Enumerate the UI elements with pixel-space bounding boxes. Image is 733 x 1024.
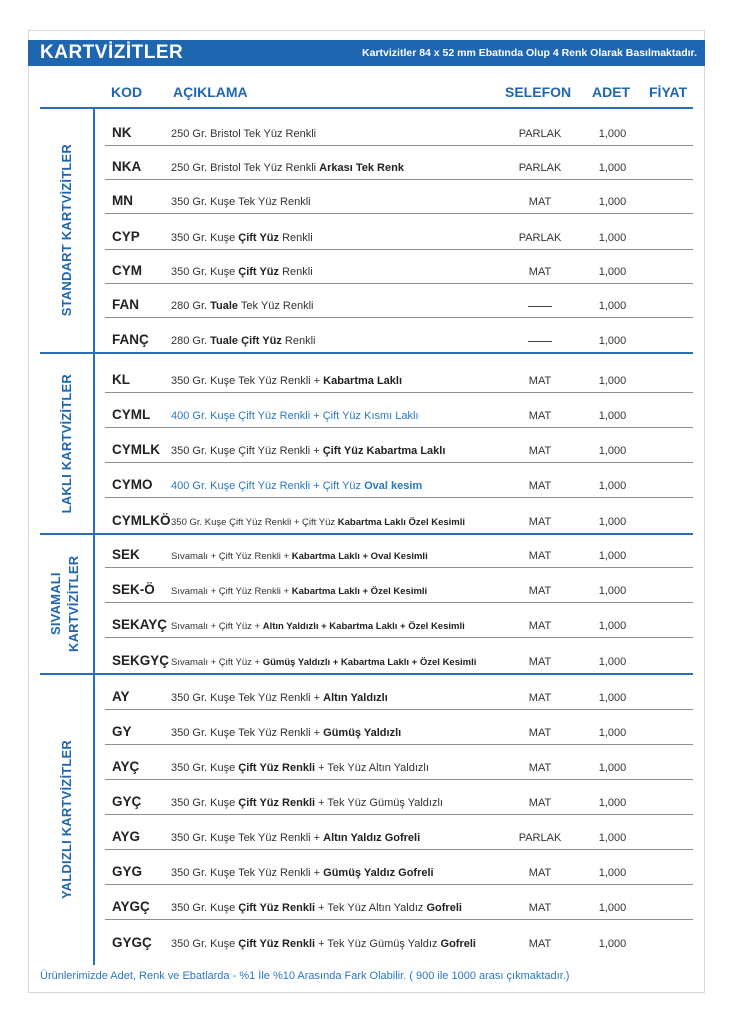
product-description: 350 Gr. Kuşe Tek Yüz Renkli + Altın Yaldızlı (171, 692, 388, 704)
table-row (105, 250, 693, 284)
table-row (105, 533, 693, 568)
selefon-value: MAT (528, 656, 552, 668)
selefon-value: MAT (528, 867, 552, 879)
quantity-value: 1,000 (598, 902, 627, 914)
product-code: GYGÇ (112, 935, 152, 950)
product-code: CYM (112, 263, 142, 278)
product-code: AYGÇ (112, 899, 150, 914)
col-header-selefon: SELEFON (505, 84, 572, 100)
selefon-value: MAT (528, 620, 552, 632)
selefon-value: MAT (528, 727, 552, 739)
product-description: 350 Gr. Kuşe Çift Yüz Renkli + Tek Yüz Gümüş Yaldız Gofreli (171, 938, 476, 950)
table-row (105, 568, 693, 603)
col-header-kod: KOD (111, 84, 143, 100)
product-code: CYMLK (112, 442, 160, 457)
product-description: 250 Gr. Bristol Tek Yüz Renkli Arkası Tek Renk (171, 162, 404, 174)
quantity-value: 1,000 (598, 480, 627, 492)
group-divider (93, 673, 95, 965)
product-description: Sıvamalı + Çift Yüz Renkli + Kabartma Laklı + Oval Kesimli (171, 551, 428, 562)
product-code: MN (112, 193, 133, 208)
product-description: 250 Gr. Bristol Tek Yüz Renkli (171, 128, 317, 140)
selefon-value: MAT (528, 938, 552, 950)
product-code: KL (112, 372, 130, 387)
product-description: Sıvamalı + Çift Yüz + Gümüş Yaldızlı + Kabartma Laklı + Özel Kesimli (171, 657, 477, 668)
quantity-value: 1,000 (598, 867, 627, 879)
product-description: 350 Gr. Kuşe Tek Yüz Renkli + Altın Yaldız Gofreli (171, 832, 421, 844)
quantity-value: 1,000 (598, 656, 627, 668)
product-description: 350 Gr. Kuşe Çift Yüz Renkli + Çift Yüz Kabartma Laklı Özel Kesimli (171, 517, 466, 528)
product-code: GYG (112, 864, 143, 879)
quantity-value: 1,000 (598, 762, 627, 774)
table-row (105, 673, 693, 710)
table-row (105, 112, 693, 146)
selefon-value: PARLAK (518, 832, 562, 844)
product-code: GYÇ (112, 794, 142, 809)
quantity-value: 1,000 (598, 335, 627, 347)
group-title-sivamali: SIVAMALI KARTVİZİTLER (47, 555, 81, 653)
quantity-value: 1,000 (598, 727, 627, 739)
product-code: GY (112, 724, 132, 739)
table-row (105, 710, 693, 745)
selefon-value: MAT (528, 585, 552, 597)
group-divider (93, 352, 95, 535)
quantity-value: 1,000 (598, 585, 627, 597)
product-code: NKA (112, 159, 142, 174)
product-description: 350 Gr. Kuşe Çift Yüz Renkli (171, 266, 313, 278)
quantity-value: 1,000 (598, 516, 627, 528)
table-row (105, 920, 693, 955)
selefon-value: MAT (528, 410, 552, 422)
product-description: 350 Gr. Kuşe Tek Yüz Renkli + Gümüş Yaldız Gofreli (171, 867, 434, 879)
product-code: AY (112, 689, 130, 704)
selefon-value: MAT (528, 762, 552, 774)
product-description: 350 Gr. Kuşe Çift Yüz Renkli (171, 232, 313, 244)
selefon-value: MAT (528, 480, 552, 492)
quantity-value: 1,000 (598, 692, 627, 704)
selefon-value: MAT (528, 797, 552, 809)
table-row (105, 745, 693, 780)
selefon-value: MAT (528, 516, 552, 528)
product-description: Sıvamalı + Çift Yüz + Altın Yaldızlı + Kabartma Laklı + Özel Kesimli (171, 621, 465, 632)
table-row (105, 603, 693, 638)
product-code: CYMLKÖ (112, 513, 171, 528)
product-description: 280 Gr. Tuale Tek Yüz Renkli (171, 300, 314, 312)
selefon-value: MAT (528, 375, 552, 387)
quantity-value: 1,000 (598, 232, 627, 244)
product-description: 400 Gr. Kuşe Çift Yüz Renkli + Çift Yüz Oval kesim (171, 480, 423, 492)
product-description: 350 Gr. Kuşe Tek Yüz Renkli + Kabartma Laklı (171, 375, 403, 387)
table-row (105, 498, 693, 533)
col-header-adet: ADET (592, 84, 631, 100)
product-code: NK (112, 125, 132, 140)
product-code: AYÇ (112, 759, 140, 774)
quantity-value: 1,000 (598, 550, 627, 562)
quantity-value: 1,000 (598, 445, 627, 457)
product-description: 350 Gr. Kuşe Tek Yüz Renkli (171, 196, 311, 208)
page-title: KARTVİZİTLER (40, 42, 184, 63)
selefon-value: PARLAK (518, 232, 562, 244)
table-row (105, 180, 693, 214)
product-description: 350 Gr. Kuşe Çift Yüz Renkli + Çift Yüz Kabartma Laklı (171, 445, 446, 457)
table-row (105, 214, 693, 250)
footer-note: Ürünlerimizde Adet, Renk ve Ebatlarda - %1 İle %10 Arasında Fark Olabilir. ( 900 ile 1000 arası çıkmaktadır.) (40, 970, 570, 982)
quantity-value: 1,000 (598, 620, 627, 632)
group-divider (93, 107, 95, 354)
selefon-value: MAT (528, 266, 552, 278)
product-description: 350 Gr. Kuşe Çift Yüz Renkli + Tek Yüz Altın Yaldız Gofreli (171, 902, 462, 914)
table-row (105, 780, 693, 815)
product-code: SEKGYÇ (112, 653, 170, 668)
product-code: CYMO (112, 477, 153, 492)
selefon-value (510, 335, 570, 347)
section-separator (40, 107, 693, 109)
product-description: 400 Gr. Kuşe Çift Yüz Renkli + Çift Yüz Kısmı Laklı (171, 410, 419, 422)
table-row (105, 352, 693, 393)
quantity-value: 1,000 (598, 410, 627, 422)
table-row (105, 428, 693, 463)
product-code: CYP (112, 229, 140, 244)
col-header-fiyat: FİYAT (649, 84, 688, 100)
selefon-value: PARLAK (518, 128, 562, 140)
product-description: 350 Gr. Kuşe Tek Yüz Renkli + Gümüş Yaldızlı (171, 727, 402, 739)
table-row (105, 393, 693, 428)
selefon-value: MAT (528, 550, 552, 562)
quantity-value: 1,000 (598, 266, 627, 278)
product-code: FANÇ (112, 332, 149, 347)
product-description: Sıvamalı + Çift Yüz Renkli + Kabartma Laklı + Özel Kesimli (171, 586, 428, 597)
group-title-standart: STANDART KARTVİZİTLER (58, 144, 74, 317)
group-title-lakli: LAKLI KARTVİZİTLER (58, 373, 74, 514)
quantity-value: 1,000 (598, 300, 627, 312)
header-note: Kartvizitler 84 x 52 mm Ebatında Olup 4 Renk Olarak Basılmaktadır. (362, 47, 697, 59)
quantity-value: 1,000 (598, 375, 627, 387)
table-row (105, 146, 693, 180)
product-description: 280 Gr. Tuale Çift Yüz Renkli (171, 335, 316, 347)
table-row (105, 885, 693, 920)
header-bar (28, 40, 705, 66)
selefon-value: PARLAK (518, 162, 562, 174)
selefon-value (510, 300, 570, 312)
selefon-value: MAT (528, 196, 552, 208)
quantity-value: 1,000 (598, 938, 627, 950)
product-description: 350 Gr. Kuşe Çift Yüz Renkli + Tek Yüz Gümüş Yaldızlı (171, 797, 443, 809)
product-description: 350 Gr. Kuşe Çift Yüz Renkli + Tek Yüz Altın Yaldızlı (171, 762, 429, 774)
table-row (105, 284, 693, 318)
dash-mark (528, 341, 552, 342)
product-code: CYML (112, 407, 151, 422)
product-code: SEKAYÇ (112, 617, 168, 632)
selefon-value: MAT (528, 445, 552, 457)
table-row (105, 318, 693, 352)
group-title-yaldizli: YALDIZLI KARTVİZİTLER (58, 739, 74, 899)
quantity-value: 1,000 (598, 797, 627, 809)
group-divider (93, 533, 95, 675)
col-header-aciklama: AÇIKLAMA (173, 84, 248, 100)
quantity-value: 1,000 (598, 832, 627, 844)
selefon-value: MAT (528, 692, 552, 704)
selefon-value: MAT (528, 902, 552, 914)
quantity-value: 1,000 (598, 162, 627, 174)
table-row (105, 463, 693, 498)
table-row (105, 815, 693, 850)
product-code: SEK (112, 547, 140, 562)
product-code: FAN (112, 297, 139, 312)
table-row (105, 850, 693, 885)
product-code: AYG (112, 829, 141, 844)
product-code: SEK-Ö (112, 582, 155, 597)
dash-mark (528, 306, 552, 307)
table-row (105, 638, 693, 673)
quantity-value: 1,000 (598, 196, 627, 208)
quantity-value: 1,000 (598, 128, 627, 140)
